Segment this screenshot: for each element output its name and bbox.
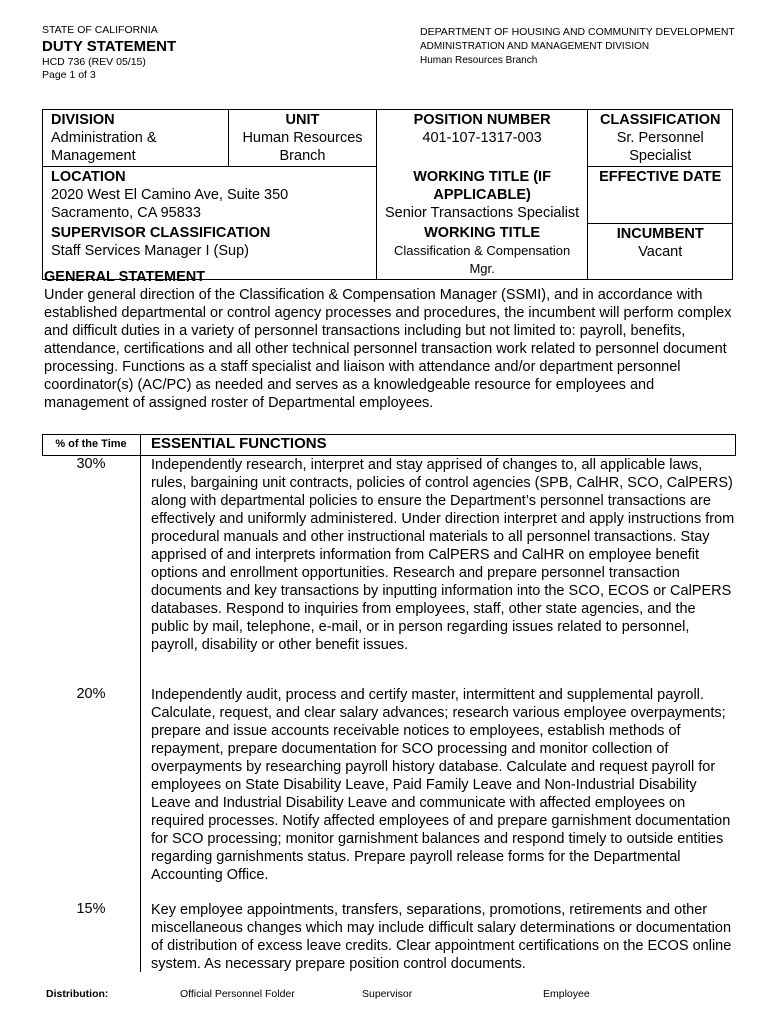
position-number-cell: [376, 110, 588, 167]
division-label: DIVISION: [51, 112, 115, 128]
location-cell: [43, 167, 377, 224]
header-right: [420, 24, 735, 68]
unit-cell: [229, 110, 376, 167]
incumbent-value: Vacant: [638, 243, 683, 260]
effective-date-cell: [588, 167, 733, 224]
working-title-if-value: Senior Transactions Specialist: [384, 204, 580, 221]
distribution-supervisor: Supervisor: [362, 988, 413, 1000]
state-label: STATE OF CALIFORNIA: [42, 24, 158, 36]
unit-value: Human Resources Branch: [242, 130, 363, 164]
unit-label: UNIT: [285, 112, 320, 128]
essential-functions-header: [42, 434, 736, 456]
distribution-employee: Employee: [543, 988, 590, 1000]
function-text: Independently audit, process and certify master, intermittent and supplemental payroll. Calculate, request, and clear salary advances; research various employee overpayments; prepare and issue accounts receivable notices to employees, establish methods of repayment, prepare documentation for SCO processing and monitor collection of overpayments by researching payroll history database. Calculate and request payroll for employees on State Disability Leave, Paid Family Leave and Non-Industrial Disability Leave and Industrial Disability Leave and communicate with affected employees on required processes. Notify affected employees of and prepare garnishment documentation for SCO processing; monitor garnishment balances and respond timely to outside entities regarding garnishments status. Prepare payroll release forms for the Departmental Accounting Office.: [151, 687, 731, 883]
working-title-label: WORKING TITLE: [424, 225, 541, 241]
location-label: LOCATION: [51, 169, 126, 185]
branch-name: Human Resources Branch: [420, 55, 538, 66]
classification-cell: [588, 110, 733, 167]
position-number-value: 401-107-1317-003: [422, 130, 542, 146]
division-cell: [43, 110, 229, 167]
position-number-label: POSITION NUMBER: [413, 112, 551, 128]
form-number: HCD 736 (REV 05/15): [42, 56, 146, 68]
working-title-if-label: WORKING TITLE (IF APPLICABLE): [413, 168, 551, 203]
header-left: [42, 24, 176, 82]
distribution-label: Distribution:: [46, 988, 109, 1000]
percent-time-header: % of the Time: [42, 434, 141, 454]
function-percent: 20%: [76, 686, 106, 702]
department-name: DEPARTMENT OF HOUSING AND COMMUNITY DEVELOPMENT: [420, 26, 735, 38]
function-percent: 30%: [76, 456, 106, 472]
function-text: Independently research, interpret and stay apprised of changes to, all applicable laws, rules, bargaining unit contracts, policies of control agencies (SPB, CalHR, SCO, CalPERS) along with departmental policies to ensure the Department’s personnel transactions are effectively and uniformly administered. Under direction interpret and apply instructions from procedural manuals and other instructional materials to all personnel transactions. Stay apprised of and interprets information from CalPERS and CalHR on employee benefit options and enrollment opportunities. Research and prepare personnel transaction documents and key transactions by inputting information into the SCO, ECOS or CalPERS databases. Respond to inquiries from employees, staff, other state agencies, and the public by mail, telephone, e-mail, or in person regarding issues related to personnel, payroll, disability or other benefit issues.: [151, 457, 735, 653]
function-text: Key employee appointments, transfers, separations, promotions, retirements and other miscellaneous changes which may include difficult salary determinations or documentation of distribution of excess leave credits. Clear appointment certifications on the ECOS online system. As necessary prepare position control documents.: [151, 902, 732, 972]
division-name: ADMINISTRATION AND MANAGEMENT DIVISION: [420, 41, 650, 52]
division-value: Administration & Management: [51, 130, 157, 164]
effective-date-label: EFFECTIVE DATE: [599, 169, 722, 185]
general-statement: [44, 268, 734, 412]
general-statement-text: Under general direction of the Classification & Compensation Manager (SSMI), and in accordance with established departmental or control agency processes and procedures, the incumbent will perform complex and difficult duties in a variety of personnel transactions including but not limited to: payroll, benefits, attendance, certifications and all other technical personnel transaction work related to personnel document processing. Functions as a staff specialist and liaison with attendance and/or department personnel coordinator(s) (AC/PC) as needed and serves as a knowledgeable resource for employees and management of assigned roster of Departmental employees.: [44, 287, 732, 411]
supervisor-class-label: SUPERVISOR CLASSIFICATION: [51, 225, 271, 241]
page-number: Page 1 of 3: [42, 69, 96, 81]
document-title: DUTY STATEMENT: [42, 38, 177, 55]
location-line1: 2020 West El Camino Ave, Suite 350: [51, 187, 289, 203]
classification-value: Sr. Personnel Specialist: [616, 130, 704, 164]
working-title-value: Classification & Compensation Mgr.: [393, 243, 571, 276]
classification-label: CLASSIFICATION: [599, 112, 721, 128]
supervisor-class-value: Staff Services Manager I (Sup): [51, 243, 249, 259]
column-divider: [140, 454, 141, 972]
essential-functions-title: ESSENTIAL FUNCTIONS: [151, 435, 327, 452]
position-info-table: [42, 109, 733, 280]
incumbent-label: INCUMBENT: [616, 225, 704, 242]
location-line2: Sacramento, CA 95833: [51, 205, 201, 221]
general-statement-heading: GENERAL STATEMENT: [44, 269, 206, 285]
distribution-personnel-folder: Official Personnel Folder: [180, 988, 295, 1000]
working-title-if-cell: [376, 167, 588, 224]
function-percent: 15%: [76, 901, 106, 917]
